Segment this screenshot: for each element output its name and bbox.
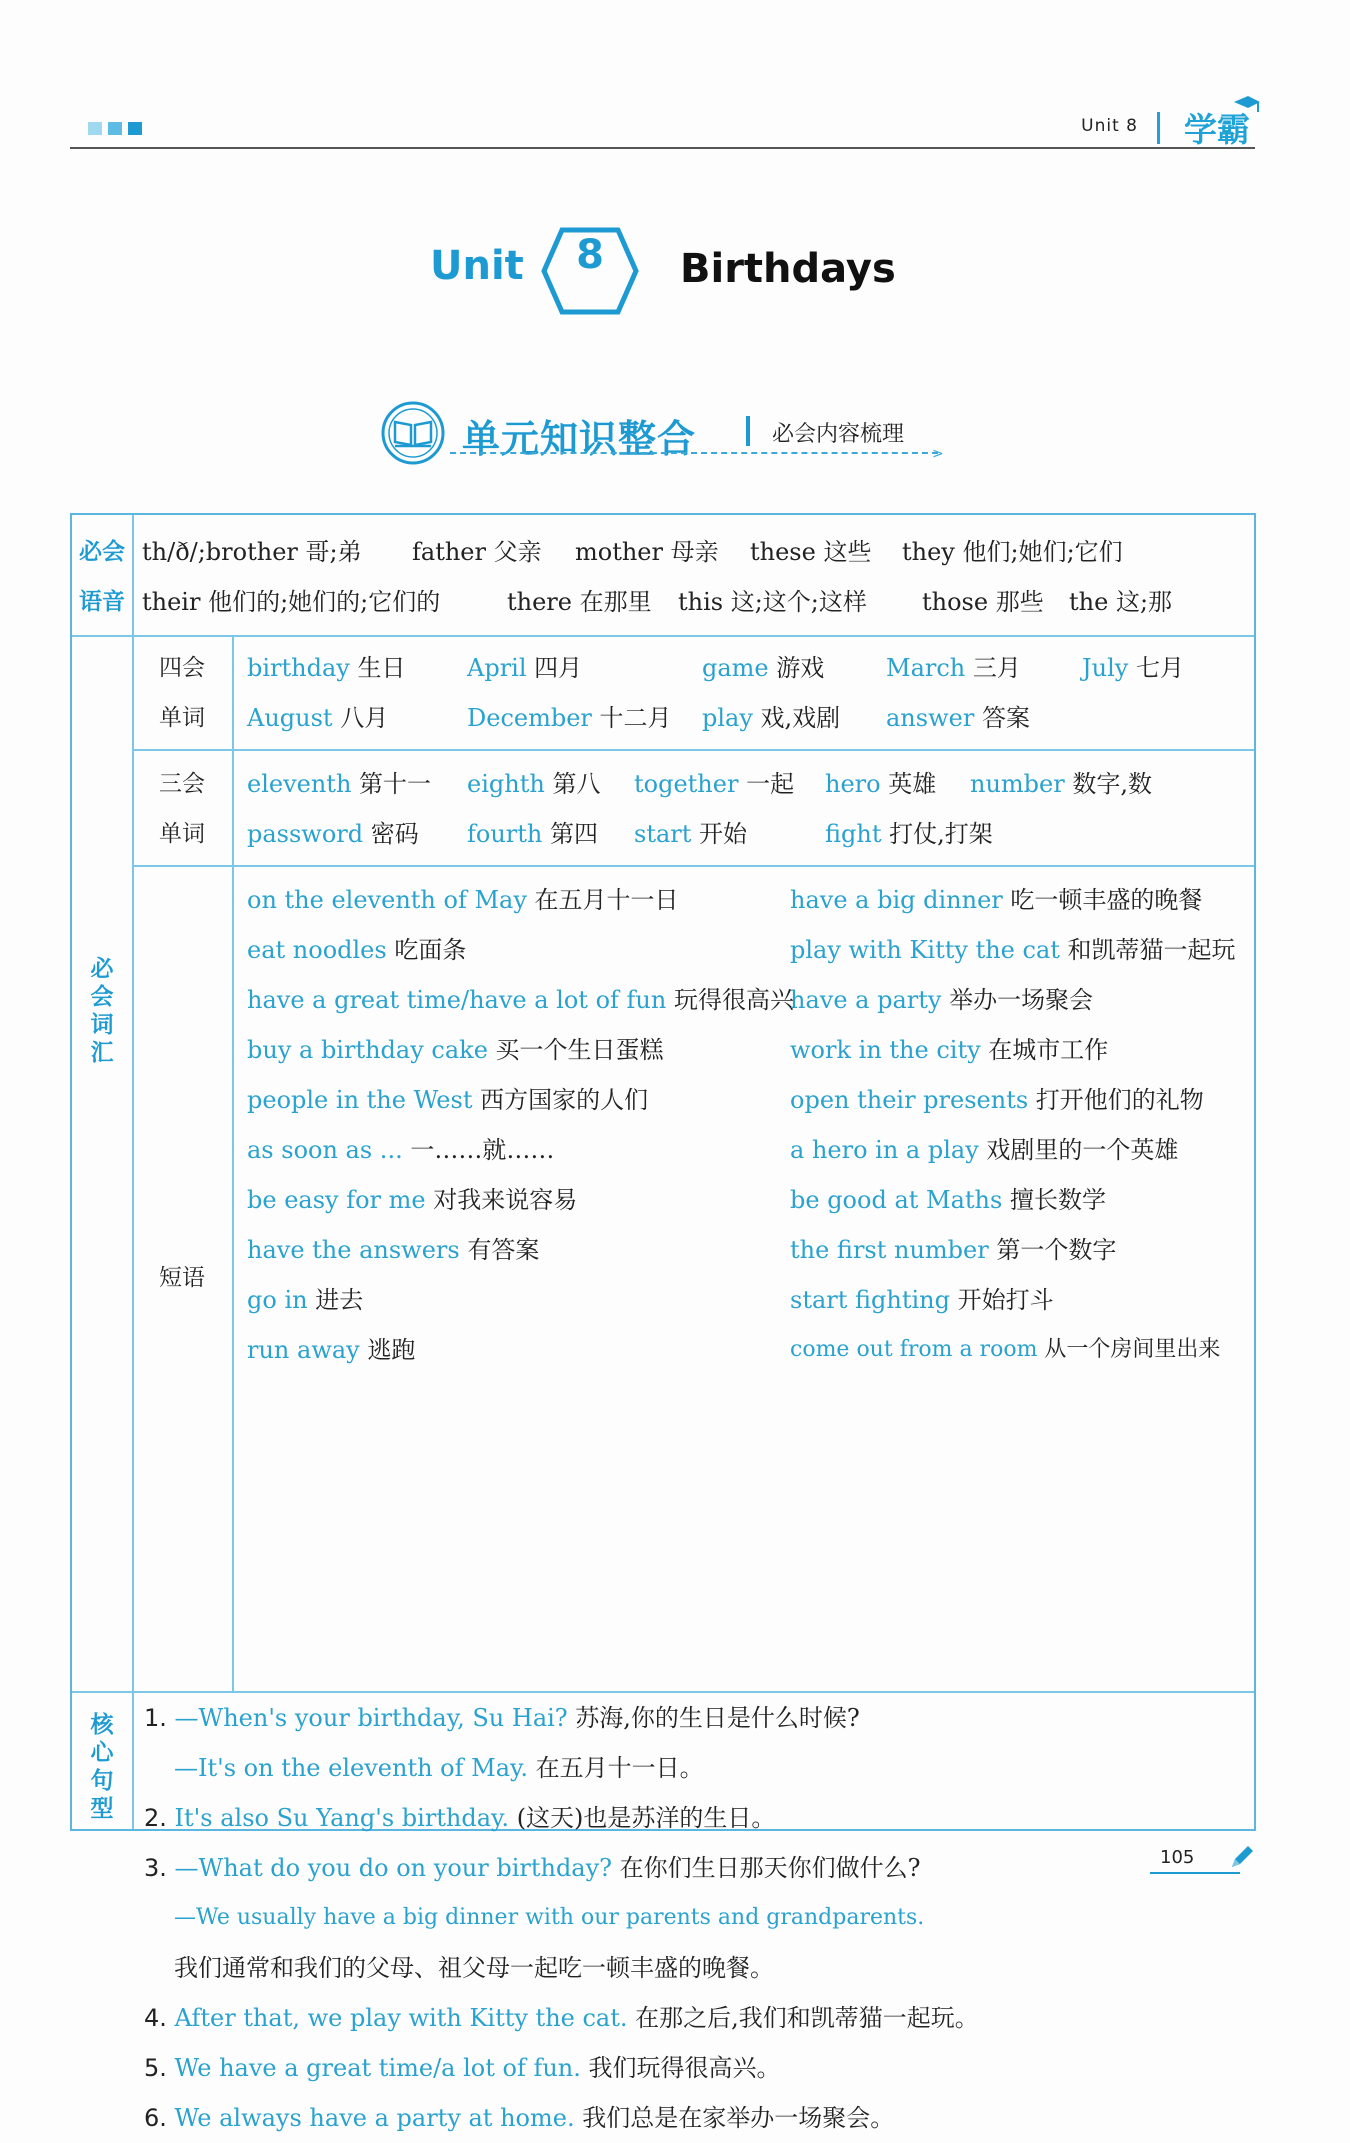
phrase-en: go in <box>247 1286 308 1314</box>
phrase-entry <box>790 1325 1236 1375</box>
phrase-zh: 对我来说容易 <box>425 1186 578 1214</box>
word-entry <box>1082 643 1184 693</box>
phrase-entry <box>790 1025 1236 1075</box>
sentence-number: 5. <box>144 2054 167 2082</box>
phrase-entry <box>247 1275 794 1325</box>
phrase-en: have the answers <box>247 1236 460 1264</box>
phrase-entry <box>790 975 1236 1025</box>
phrase-en: as soon as ... <box>247 1136 403 1164</box>
phrase-en: be easy for me <box>247 1186 426 1214</box>
word-zh: 生日 <box>349 654 406 682</box>
word-entry <box>886 643 1021 693</box>
book-icon <box>380 400 446 466</box>
sentence-zh: 在你们生日那天你们做什么? <box>612 1854 921 1882</box>
phonics-meaning: 哥;弟 <box>297 538 362 566</box>
phonics-meaning: 那些 <box>988 588 1044 616</box>
word-entry <box>247 643 405 693</box>
phonics-word: their <box>142 588 201 616</box>
phrase-zh: 打开他们的礼物 <box>1028 1086 1204 1114</box>
word-entry <box>825 759 936 809</box>
phrase-entry <box>247 1175 794 1225</box>
word-zh: 答案 <box>974 704 1030 732</box>
phrase-en: play with Kitty the cat <box>790 936 1060 964</box>
category-phonics <box>72 527 132 627</box>
category-char: 句 <box>90 1768 114 1794</box>
phrase-entry <box>790 875 1236 925</box>
word-en: answer <box>886 704 975 732</box>
phrase-en: open their presents <box>790 1086 1029 1114</box>
phonics-meaning: 这;这个;这样 <box>723 588 867 616</box>
category-char: 会 <box>90 984 114 1010</box>
word-zh: 英雄 <box>880 770 937 798</box>
phrase-entry <box>790 925 1236 975</box>
phrase-zh: 和凯蒂猫一起玩 <box>1059 936 1236 964</box>
phrase-entry <box>247 1025 794 1075</box>
phrase-zh: 玩得很高兴 <box>666 986 794 1014</box>
phrase-zh: 在五月十一日 <box>526 886 679 914</box>
label-phrases: 短语 <box>159 1265 205 1291</box>
sentence-number: 6. <box>144 2104 167 2132</box>
phrase-entry <box>790 1125 1236 1175</box>
category-phonics-line2: 语音 <box>79 589 125 615</box>
phrase-en: buy a birthday cake <box>247 1036 488 1064</box>
word-entry <box>467 693 672 743</box>
word-entry <box>467 809 598 859</box>
phrase-zh: 有答案 <box>459 1236 540 1264</box>
sentence-en: —We usually have a big dinner with our parents and grandparents. <box>174 1905 925 1930</box>
sentence-number: 3. <box>144 1854 167 1882</box>
sentence-line <box>144 1893 979 1943</box>
sentence-line <box>144 1993 979 2043</box>
phonics-meaning: 他们的;她们的;它们的 <box>200 588 441 616</box>
sentence-en: We have a great time/a lot of fun. <box>174 2054 581 2082</box>
word-en: fight <box>825 820 882 848</box>
word-entry <box>467 643 582 693</box>
word-en: April <box>467 654 527 682</box>
sentence-line <box>144 1693 979 1743</box>
phrase-entry <box>247 1325 794 1375</box>
phrase-entry <box>247 1125 794 1175</box>
phonics-entry <box>142 577 440 627</box>
sentence-en: After that, we play with Kitty the cat. <box>174 2004 628 2032</box>
word-entry <box>467 759 600 809</box>
phonics-entry <box>902 527 1123 577</box>
phonics-word: the <box>1069 588 1109 616</box>
sentence-number: 2. <box>144 1804 167 1832</box>
phrase-entry <box>247 975 794 1025</box>
phrase-zh: 开始打斗 <box>949 1286 1054 1314</box>
category-char: 必 <box>90 956 114 982</box>
word-zh: 七月 <box>1128 654 1184 682</box>
phrase-zh: 戏剧里的一个英雄 <box>978 1136 1179 1164</box>
word-en: eleventh <box>247 770 352 798</box>
phrase-zh: 在城市工作 <box>980 1036 1109 1064</box>
phonics-meaning: 这;那 <box>1108 588 1173 616</box>
phrase-zh: 吃面条 <box>386 936 467 964</box>
phrase-zh: 吃一顿丰盛的晚餐 <box>1002 886 1203 914</box>
sentence-line <box>144 1943 979 1993</box>
word-zh: 戏,戏剧 <box>752 704 841 732</box>
word-entry <box>970 759 1152 809</box>
phrases-left-column <box>247 875 794 1375</box>
phonics-word: th/ð/;brother <box>142 538 298 566</box>
category-char: 核 <box>90 1712 114 1738</box>
sentence-line <box>144 1793 979 1843</box>
page-number-underline <box>1150 1872 1240 1874</box>
word-entry <box>247 693 388 743</box>
phrase-zh: 一……就…… <box>402 1136 555 1164</box>
phrase-en: have a great time/have a lot of fun <box>247 986 667 1014</box>
word-en: start <box>634 820 692 848</box>
phonics-word: they <box>902 538 955 566</box>
word-en: play <box>702 704 753 732</box>
sentence-line <box>144 1743 979 1793</box>
unit-title: Birthdays <box>680 246 896 292</box>
unit-number: 8 <box>576 232 604 278</box>
phrase-entry <box>247 1225 794 1275</box>
phrase-entry <box>247 925 794 975</box>
label-line: 单词 <box>159 821 205 847</box>
phrase-en: eat noodles <box>247 936 387 964</box>
word-en: August <box>247 704 333 732</box>
header-decoration <box>88 122 142 135</box>
phonics-meaning: 这些 <box>815 538 872 566</box>
sentence-en: —It's on the eleventh of May. <box>174 1754 529 1782</box>
label-four-skill-words <box>132 643 232 743</box>
phonics-entry <box>922 577 1044 627</box>
category-vocabulary <box>87 955 117 1067</box>
phrase-zh: 擅长数学 <box>1002 1186 1106 1214</box>
phonics-word: this <box>678 588 724 616</box>
sentence-zh: 我们总是在家举办一场聚会。 <box>574 2104 895 2132</box>
phonics-meaning: 父亲 <box>485 538 542 566</box>
page-number: 105 <box>1160 1847 1195 1868</box>
word-zh: 打仗,打架 <box>881 820 993 848</box>
word-zh: 第十一 <box>351 770 432 798</box>
phonics-meaning: 母亲 <box>662 538 719 566</box>
phonics-word: these <box>750 538 816 566</box>
brand-logo: 学霸 <box>1184 110 1250 149</box>
word-entry <box>634 759 794 809</box>
phrase-en: the first number <box>790 1236 989 1264</box>
word-zh: 开始 <box>691 820 748 848</box>
sentence-zh: (这天)也是苏洋的生日。 <box>509 1804 776 1832</box>
word-en: game <box>702 654 769 682</box>
word-en: December <box>467 704 592 732</box>
sentence-line <box>144 2043 979 2093</box>
phonics-entry <box>575 527 719 577</box>
phrase-zh: 进去 <box>307 1286 364 1314</box>
graduation-cap-icon <box>1232 92 1262 122</box>
word-entry <box>634 809 747 859</box>
label-line: 四会 <box>159 655 205 681</box>
phonics-entry <box>750 527 871 577</box>
phrase-en: be good at Maths <box>790 1186 1003 1214</box>
phrase-entry <box>247 1075 794 1125</box>
phonics-meaning: 他们;她们;它们 <box>954 538 1123 566</box>
word-entry <box>247 809 419 859</box>
label-line: 三会 <box>159 771 205 797</box>
sentence-line <box>144 2093 979 2143</box>
phonics-word: mother <box>575 538 663 566</box>
word-en: fourth <box>467 820 543 848</box>
phrase-en: have a party <box>790 986 942 1014</box>
phonics-entry <box>507 577 652 627</box>
phrase-en: run away <box>247 1336 360 1364</box>
sentence-line <box>144 1843 979 1893</box>
category-char: 心 <box>90 1740 114 1766</box>
word-en: July <box>1082 654 1129 682</box>
sentence-en: It's also Su Yang's birthday. <box>174 1804 510 1832</box>
phrase-en: people in the West <box>247 1086 473 1114</box>
phrase-entry <box>790 1075 1236 1125</box>
word-en: eighth <box>467 770 545 798</box>
header-separator <box>1157 112 1160 144</box>
header-rule <box>70 147 1255 149</box>
word-zh: 数字,数 <box>1064 770 1152 798</box>
key-sentences-list <box>144 1693 979 2143</box>
word-zh: 四月 <box>526 654 583 682</box>
phonics-word: there <box>507 588 572 616</box>
word-en: birthday <box>247 654 350 682</box>
phrase-en: a hero in a play <box>790 1136 979 1164</box>
phrase-entry <box>790 1225 1236 1275</box>
label-three-skill-words <box>132 759 232 859</box>
word-zh: 八月 <box>332 704 389 732</box>
section-underline <box>450 452 938 454</box>
phrase-en: have a big dinner <box>790 886 1003 914</box>
category-char: 型 <box>90 1796 114 1822</box>
word-entry <box>886 693 1030 743</box>
word-entry <box>702 693 840 743</box>
category-char: 汇 <box>90 1040 114 1066</box>
word-zh: 三月 <box>965 654 1021 682</box>
word-entry <box>247 759 431 809</box>
label-line: 单词 <box>159 705 205 731</box>
arrow-right-icon: > <box>932 446 944 462</box>
section-title: 单元知识整合 <box>462 417 697 461</box>
phonics-entry <box>412 527 542 577</box>
phrase-entry <box>790 1175 1236 1225</box>
phrase-entry <box>247 875 794 925</box>
sentence-en: —When's your birthday, Su Hai? <box>174 1704 568 1732</box>
word-en: together <box>634 770 739 798</box>
sentence-zh: 在五月十一日。 <box>528 1754 704 1782</box>
section-divider <box>746 416 750 446</box>
phrase-en: start fighting <box>790 1286 950 1314</box>
phrase-en: work in the city <box>790 1036 981 1064</box>
word-zh: 十二月 <box>591 704 672 732</box>
pencil-icon <box>1228 1843 1256 1871</box>
word-en: number <box>970 770 1065 798</box>
phrase-entry <box>790 1275 1236 1325</box>
word-en: hero <box>825 770 881 798</box>
phrase-zh: 从一个房间里出来 <box>1037 1337 1221 1362</box>
phrase-en: come out from a room <box>790 1337 1038 1362</box>
header-unit-label: Unit 8 <box>1081 116 1138 136</box>
category-phonics-line1: 必会 <box>79 539 125 565</box>
sentence-zh: 我们通常和我们的父母、祖父母一起吃一顿丰盛的晚餐。 <box>174 1954 774 1982</box>
word-zh: 一起 <box>738 770 795 798</box>
word-zh: 游戏 <box>768 654 825 682</box>
word-en: password <box>247 820 364 848</box>
phonics-entry <box>678 577 867 627</box>
word-zh: 密码 <box>363 820 419 848</box>
word-en: March <box>886 654 966 682</box>
section-subtitle: 必会内容梳理 <box>772 422 905 447</box>
sentence-en: —What do you do on your birthday? <box>174 1854 613 1882</box>
category-key-sentences <box>87 1711 117 1823</box>
phrases-right-column <box>790 875 1236 1375</box>
unit-word: Unit <box>430 243 524 289</box>
phonics-entry <box>1069 577 1172 627</box>
category-char: 词 <box>90 1012 114 1038</box>
sentence-en: We always have a party at home. <box>174 2104 575 2132</box>
word-zh: 第八 <box>544 770 601 798</box>
phrase-zh: 举办一场聚会 <box>941 986 1094 1014</box>
phonics-meaning: 在那里 <box>571 588 652 616</box>
phrase-zh: 西方国家的人们 <box>472 1086 649 1114</box>
sentence-number: 1. <box>144 1704 167 1732</box>
word-entry <box>702 643 824 693</box>
phrase-zh: 第一个数字 <box>988 1236 1117 1264</box>
word-entry <box>825 809 993 859</box>
word-zh: 第四 <box>542 820 599 848</box>
phrase-zh: 逃跑 <box>359 1336 416 1364</box>
sentence-number: 4. <box>144 2004 167 2032</box>
phrase-en: on the eleventh of May <box>247 886 527 914</box>
phonics-line-1 <box>142 527 362 577</box>
sentence-zh: 我们玩得很高兴。 <box>580 2054 781 2082</box>
phrase-zh: 买一个生日蛋糕 <box>487 1036 664 1064</box>
sentence-zh: 在那之后,我们和凯蒂猫一起玩。 <box>627 2004 979 2032</box>
phonics-word: those <box>922 588 989 616</box>
sentence-zh: 苏海,你的生日是什么时候? <box>567 1704 860 1732</box>
phonics-word: father <box>412 538 486 566</box>
